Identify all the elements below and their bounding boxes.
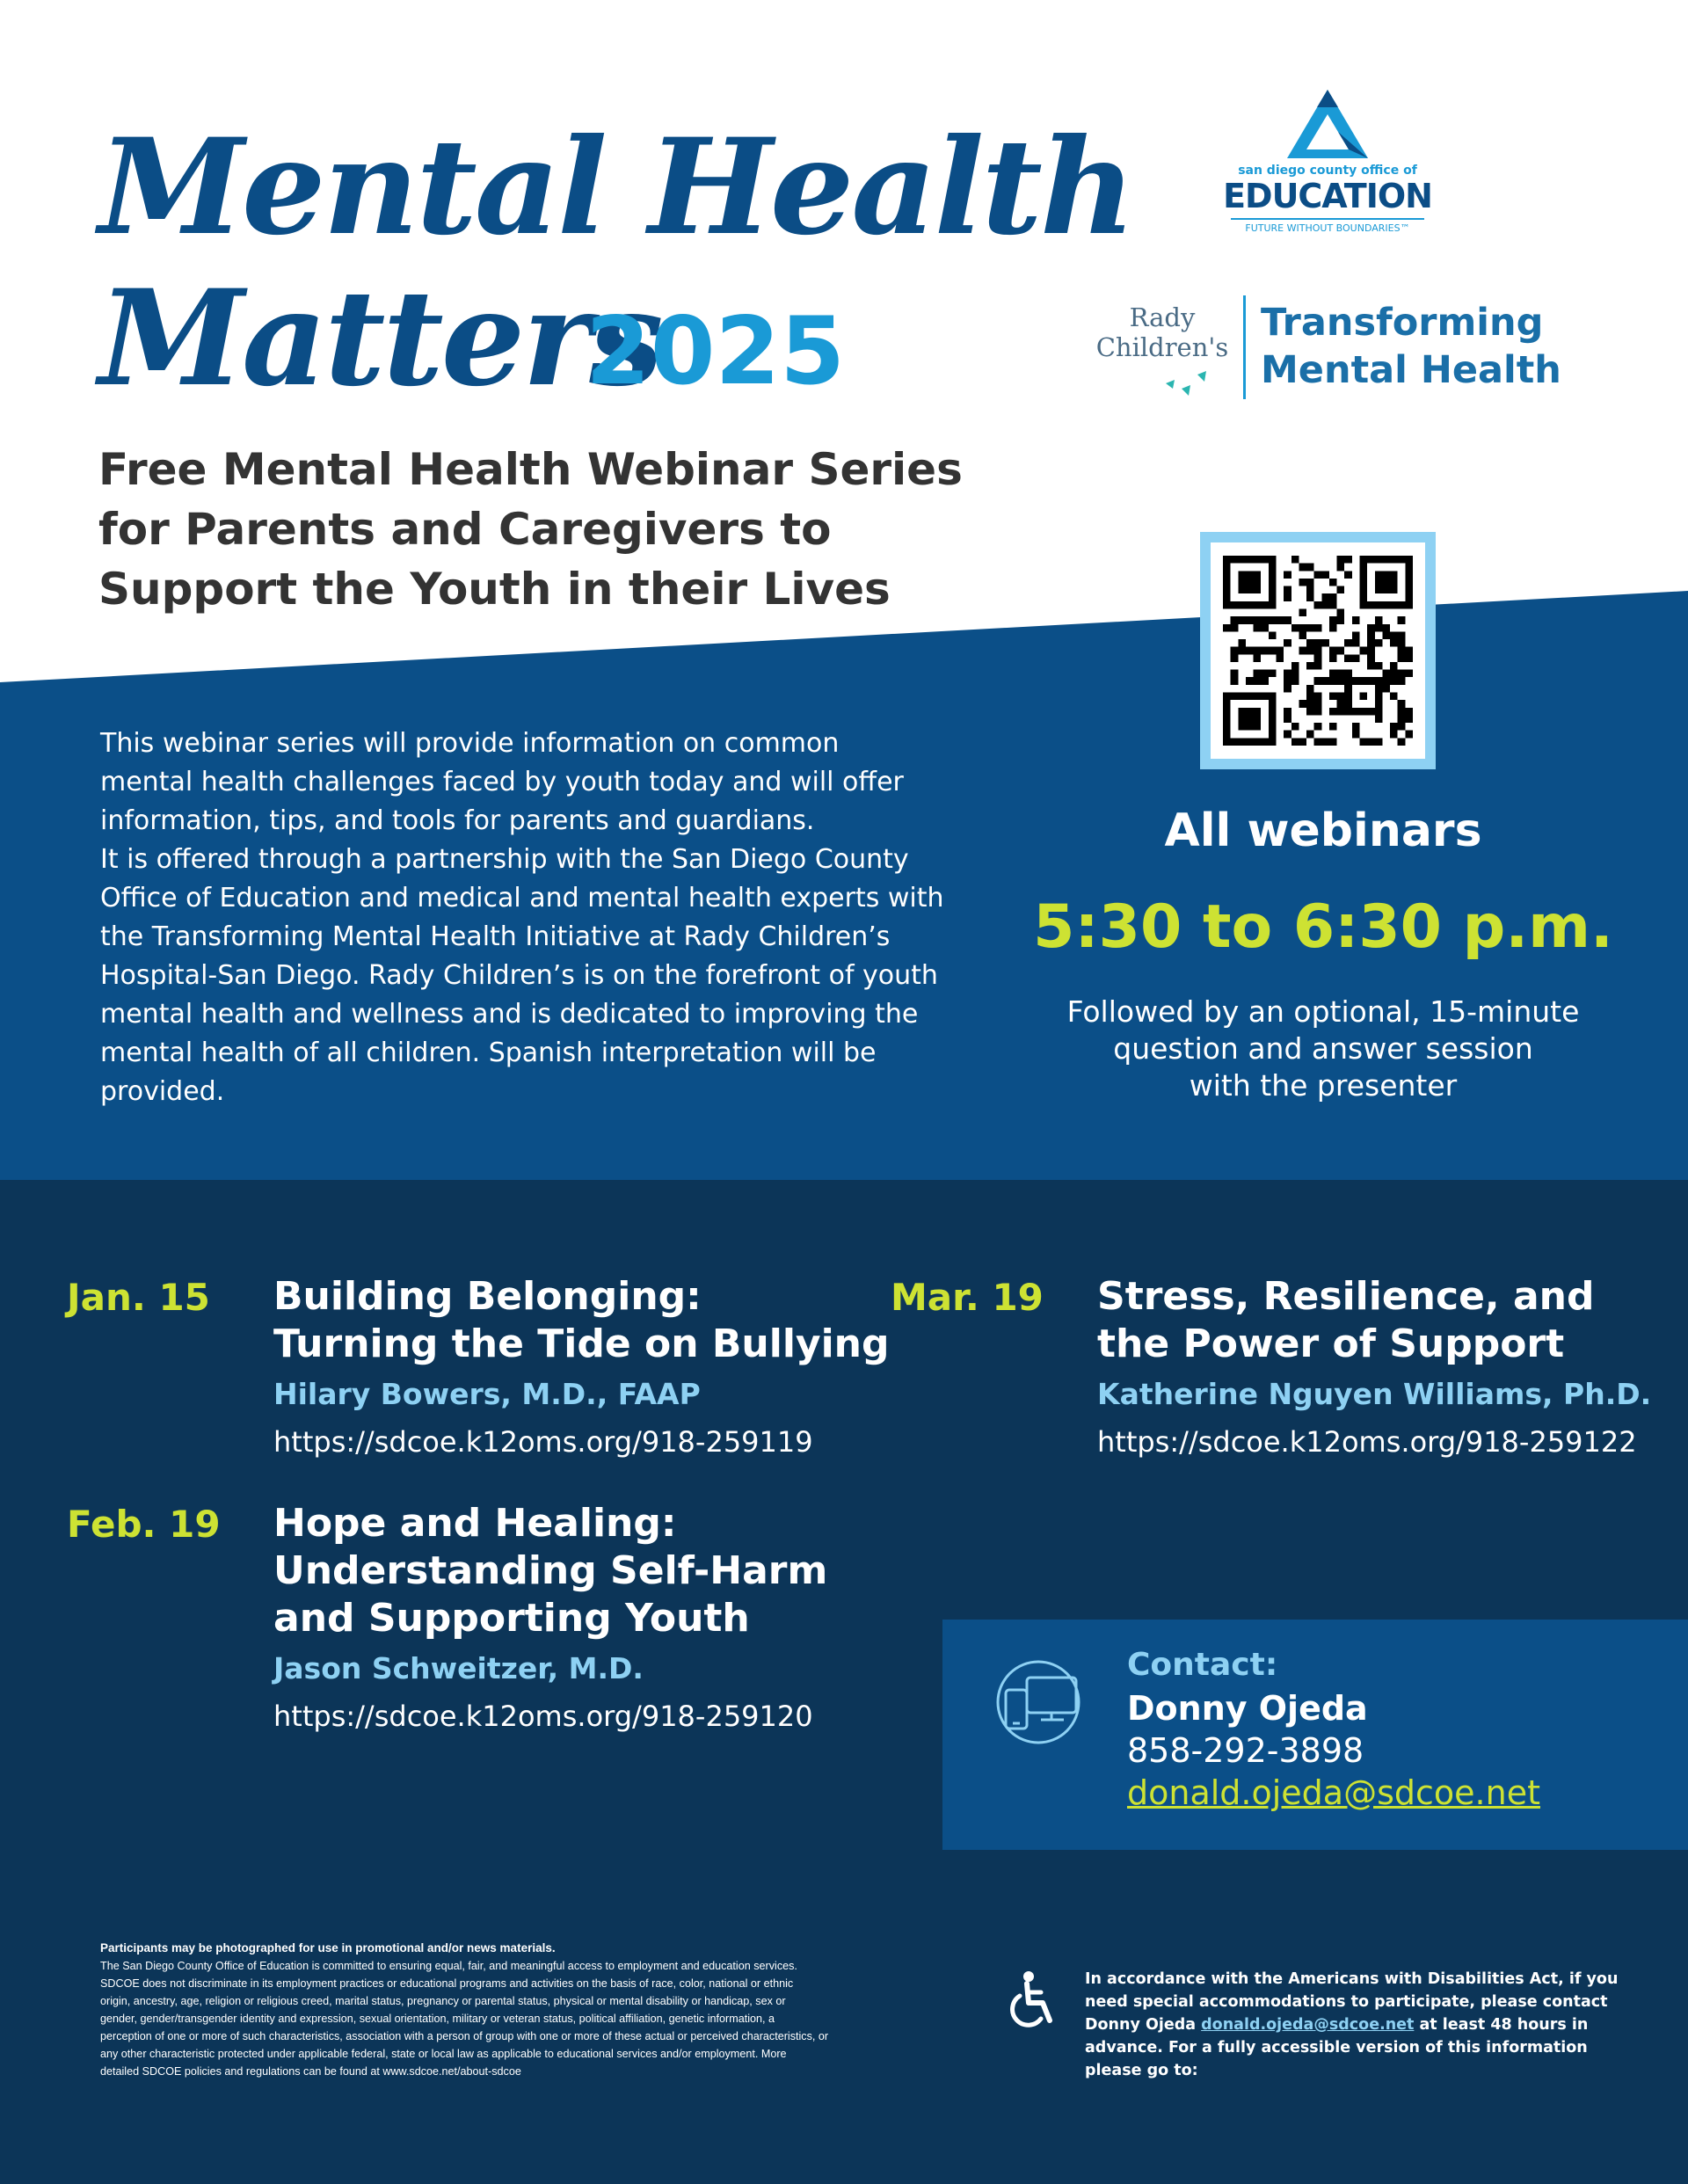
qa-note-line: with the presenter xyxy=(1189,1068,1458,1103)
page-title-line2: Matters xyxy=(98,261,661,416)
description-line: provided. xyxy=(100,1076,225,1107)
rady-logo xyxy=(1083,295,1561,401)
description-line: Office of Education and medical and mental health experts with xyxy=(100,883,944,914)
time-range: 5:30 to 6:30 p.m. xyxy=(1033,892,1613,962)
legal-notice xyxy=(100,1940,848,2080)
ada-notice-hours: at least 48 hours in xyxy=(1419,2016,1589,2034)
sdcoe-logo-top: san diego county office of xyxy=(1238,164,1417,178)
session-title-line: Stress, Resilience, and xyxy=(1097,1274,1595,1319)
title-year: 2025 xyxy=(586,297,846,405)
rady-name-line2: Children's xyxy=(1095,332,1229,362)
ada-line: please go to: xyxy=(1085,2062,1198,2079)
ada-line xyxy=(1085,2013,1630,2036)
description-line: Hospital-San Diego. Rady Children’s is on the forefront of youth xyxy=(100,960,938,991)
description-line: This webinar series will provide information on common xyxy=(100,728,840,759)
description-line: information, tips, and tools for parents and guardians. xyxy=(100,805,815,836)
contact-name: Donny Ojeda xyxy=(1127,1689,1368,1728)
session-link[interactable]: https://sdcoe.k12oms.org/918-259119 xyxy=(273,1425,813,1459)
sdcoe-logo-main: EDUCATION xyxy=(1223,177,1432,215)
ada-contact-name: Donny Ojeda xyxy=(1085,2016,1197,2034)
subtitle xyxy=(98,440,1013,619)
qr-code-frame[interactable] xyxy=(1200,532,1436,769)
policy-line: origin, ancestry, age, religion or religious creed, marital status, pregnancy or parental status, physical or mental disability or handicap, sex or xyxy=(100,1995,786,2007)
session-title xyxy=(1097,1273,1688,1368)
session-title-line: Understanding Self-Harm xyxy=(273,1548,828,1593)
rady-name xyxy=(1083,302,1241,362)
policy-line: The San Diego County Office of Education is committed to ensuring equal, fair, and meaningful access to employment and education services. xyxy=(100,1960,797,1972)
qr-code-inner xyxy=(1211,542,1425,759)
session-presenter: Hilary Bowers, M.D., FAAP xyxy=(273,1377,701,1411)
triangle-logo-icon xyxy=(1285,88,1370,160)
rady-tagline xyxy=(1261,299,1561,394)
session-title-line: and Supporting Youth xyxy=(273,1596,750,1641)
subtitle-line: for Parents and Caregivers to xyxy=(98,504,832,555)
session-body xyxy=(1097,1273,1688,1465)
session-title-line: the Power of Support xyxy=(1097,1321,1565,1366)
sdcoe-logo-tagline: FUTURE WITHOUT BOUNDARIES™ xyxy=(1231,218,1424,235)
devices-icon xyxy=(992,1658,1088,1746)
rady-name-line1: Rady xyxy=(1129,302,1196,332)
session-title-line: Turning the Tide on Bullying xyxy=(273,1321,890,1366)
policy-line: SDCOE does not discriminate in its employment practices or educational programs and activities on the basis of race, color, national or ethnic xyxy=(100,1977,794,1990)
contact-label: Contact: xyxy=(1127,1647,1278,1683)
description-line: It is offered through a partnership with the San Diego County xyxy=(100,844,909,875)
session-title xyxy=(273,1500,906,1642)
description-line: mental health and wellness and is dedicated to improving the xyxy=(100,999,919,1030)
ada-line: In accordance with the Americans with Disabilities Act, if you xyxy=(1085,1970,1619,1988)
description-line: mental health challenges faced by youth today and will offer xyxy=(100,767,904,797)
qr-code-icon xyxy=(1223,555,1413,746)
ada-line: advance. For a fully accessible version of this information xyxy=(1085,2039,1588,2057)
subtitle-line: Support the Youth in their Lives xyxy=(98,564,891,615)
rady-tagline-line2: Mental Health xyxy=(1261,348,1561,392)
session-body xyxy=(273,1500,906,1739)
ada-line: need special accommodations to participate, please contact xyxy=(1085,1993,1608,2011)
session-date: Feb. 19 xyxy=(67,1503,221,1546)
description-line: the Transforming Mental Health Initiative at Rady Children’s xyxy=(100,921,891,952)
session-title-line: Building Belonging: xyxy=(273,1274,702,1319)
session-link[interactable]: https://sdcoe.k12oms.org/918-259120 xyxy=(273,1700,813,1733)
session-date: Mar. 19 xyxy=(891,1276,1044,1319)
rady-divider xyxy=(1243,295,1246,399)
qa-note xyxy=(1020,994,1626,1104)
ada-notice xyxy=(1085,1968,1630,2082)
rady-kite-icon xyxy=(1164,371,1217,401)
session-link[interactable]: https://sdcoe.k12oms.org/918-259122 xyxy=(1097,1425,1637,1459)
session-presenter: Jason Schweitzer, M.D. xyxy=(273,1651,644,1685)
session-body xyxy=(273,1273,906,1465)
subtitle-line: Free Mental Health Webinar Series xyxy=(98,444,963,495)
all-webinars-heading: All webinars xyxy=(1164,804,1482,857)
session-presenter: Katherine Nguyen Williams, Ph.D. xyxy=(1097,1377,1652,1411)
description-line: mental health of all children. Spanish interpretation will be xyxy=(100,1037,877,1068)
policy-line: any other characteristic protected under applicable federal, state or local law as applicable to educational services and/or employment. More xyxy=(100,2048,787,2060)
qa-note-line: Followed by an optional, 15-minute xyxy=(1066,994,1580,1029)
contact-phone[interactable]: 858-292-3898 xyxy=(1127,1731,1364,1770)
contact-box xyxy=(942,1620,1688,1850)
photo-notice: Participants may be photographed for use in promotional and/or news materials. xyxy=(100,1941,556,1955)
session-date: Jan. 15 xyxy=(67,1276,210,1319)
description xyxy=(100,724,979,1111)
accessibility-icon xyxy=(1002,1969,1059,2031)
policy-line: gender, gender/transgender identity and expression, sexual orientation, military or veteran status, political affiliation, genetic information, a xyxy=(100,2013,775,2025)
rady-tagline-line1: Transforming xyxy=(1261,301,1544,345)
session-title xyxy=(273,1273,906,1368)
policy-line: perception of one or more of such characteristics, association with a person of group with one or more of these actual or perceived characteristics, or xyxy=(100,2030,829,2042)
sdcoe-logo xyxy=(1213,88,1442,251)
session-title-line: Hope and Healing: xyxy=(273,1501,677,1546)
qa-note-line: question and answer session xyxy=(1113,1031,1533,1066)
contact-email-link[interactable]: donald.ojeda@sdcoe.net xyxy=(1127,1773,1540,1812)
ada-email-link[interactable]: donald.ojeda@sdcoe.net xyxy=(1201,2016,1415,2034)
page-title-line1: Mental Health xyxy=(98,110,1133,265)
policy-line: detailed SDCOE policies and regulations can be found at www.sdcoe.net/about-sdcoe xyxy=(100,2065,521,2078)
